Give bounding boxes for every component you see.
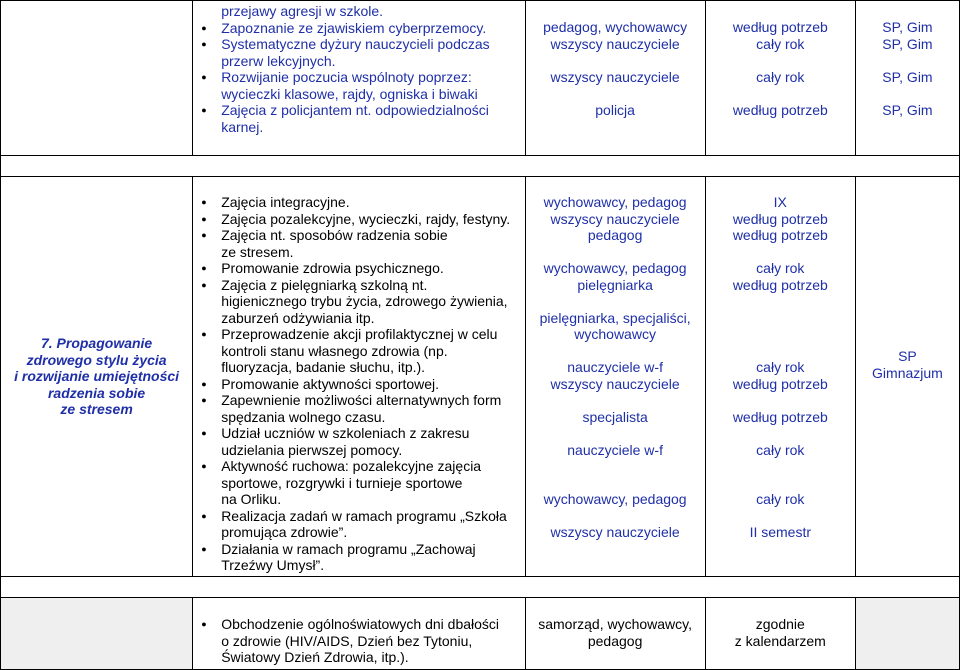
activity-text: Zapoznanie ze zjawiskiem cyberprzemocy. <box>221 19 487 36</box>
activity-list <box>193 598 524 666</box>
activity-item <box>199 310 520 327</box>
activity-text: Zapewnienie możliwości alternatywnych form <box>221 392 502 408</box>
line-spacer <box>706 244 855 261</box>
line-spacer <box>526 52 705 69</box>
line-spacer <box>856 85 959 102</box>
topic-line: i rozwijanie umiejętności <box>14 368 180 385</box>
activity-item <box>199 524 520 541</box>
timeframe-text: cały rok <box>756 359 805 375</box>
timeframe-list <box>706 177 855 541</box>
activity-text: Realizacja zadań w ramach programu „Szkoła <box>221 507 507 524</box>
timeframe-text: zgodnie <box>755 616 805 632</box>
responsible-text: nauczyciele w-f <box>567 441 663 458</box>
responsible-cell <box>525 598 705 670</box>
activity-item <box>199 649 520 666</box>
school-text: SP <box>898 348 917 364</box>
activity-item <box>199 425 520 442</box>
activity-text: Przeprowadzenie akcji profilaktycznej w celu <box>221 326 498 342</box>
activity-item <box>199 616 520 633</box>
activities-cell <box>193 1 525 156</box>
activity-list <box>193 177 524 574</box>
responsible-text: wychowawcy, pedagog <box>543 491 687 507</box>
line-spacer <box>526 244 705 261</box>
timeframe-text: cały rok <box>756 260 805 276</box>
topic-line: ze stresem <box>60 401 133 418</box>
activity-item <box>199 102 520 119</box>
activity-text: Systematyczne dyżury nauczycieli podczas <box>221 36 490 52</box>
line-spacer <box>526 392 705 409</box>
timeframe-cell <box>705 177 855 577</box>
timeframe-text: II semestr <box>749 524 812 540</box>
activity-text: Trzeźwy Umysł”. <box>221 557 325 573</box>
line-spacer <box>706 475 855 492</box>
activity-item <box>199 458 520 475</box>
timeframe-text: według potrzeb <box>732 210 828 227</box>
activity-text: Obchodzenie ogólnoświatowych dni dbałości <box>221 616 500 632</box>
activity-text: Światowy Dzień Zdrowia, itp.). <box>221 649 409 665</box>
responsible-text: pielęgniarka <box>577 276 653 293</box>
line-spacer <box>706 392 855 409</box>
responsible-text: wszyscy nauczyciele <box>550 35 680 52</box>
line-spacer <box>706 52 855 69</box>
line-spacer <box>706 343 855 360</box>
school-list <box>856 177 959 381</box>
activity-item <box>199 409 520 426</box>
activity-text: wycieczki klasowe, rajdy, ogniska i biwaki <box>221 85 478 102</box>
school-cell <box>855 177 959 577</box>
topic-line: 7. Propagowanie <box>40 335 153 352</box>
timeframe-text: według potrzeb <box>732 227 828 243</box>
activity-list <box>193 1 524 135</box>
timeframe-cell <box>705 1 855 156</box>
activity-item <box>199 633 520 650</box>
activity-text: higienicznego trybu życia, zdrowego żywienia, <box>221 293 508 309</box>
timeframe-list <box>706 598 855 649</box>
table-row <box>1 177 960 577</box>
responsible-list <box>526 177 705 541</box>
line-spacer <box>706 508 855 525</box>
responsible-text: pedagog, wychowawcy <box>543 19 688 35</box>
activity-item <box>199 86 520 103</box>
activity-item <box>199 277 520 294</box>
school-cell <box>855 1 959 156</box>
activity-item <box>199 343 520 360</box>
activity-item <box>199 20 520 37</box>
activity-text: na Orliku. <box>221 491 282 507</box>
activity-item <box>199 442 520 459</box>
line-spacer <box>706 85 855 102</box>
line-spacer <box>706 293 855 310</box>
timeframe-text: cały rok <box>756 491 805 507</box>
responsible-text: policja <box>595 101 635 118</box>
activity-text: Zajęcia z policjantem nt. odpowiedzialności <box>221 102 489 118</box>
responsible-list <box>526 1 705 118</box>
activity-item <box>199 491 520 508</box>
activity-text: Zajęcia nt. sposobów radzenia sobie <box>221 227 448 243</box>
activity-item <box>199 541 520 558</box>
responsible-text: wszyscy nauczyciele <box>550 210 680 227</box>
activity-item <box>199 326 520 343</box>
activity-item <box>199 359 520 376</box>
responsible-text: samorząd, wychowawcy, <box>538 616 693 632</box>
activity-text: spędzania wolnego czasu. <box>221 408 386 425</box>
school-list <box>856 1 959 118</box>
timeframe-text: cały rok <box>756 441 805 458</box>
activity-text: Aktywność ruchowa: pozalekcyjne zajęcia <box>221 458 482 474</box>
table-gap <box>1 156 960 177</box>
responsible-text: pedagog <box>587 632 643 649</box>
timeframe-text: IX <box>773 194 787 210</box>
activity-text: Zajęcia pozalekcyjne, wycieczki, rajdy, festyny. <box>221 210 511 227</box>
responsible-text: specjalista <box>582 408 648 425</box>
timeframe-list <box>706 1 855 118</box>
topic-line: zdrowego stylu życia <box>26 351 167 368</box>
activity-item <box>199 36 520 53</box>
line-spacer <box>526 85 705 102</box>
school-text: SP, Gim <box>882 68 933 85</box>
activity-text: Rozwijanie poczucia wspólnoty poprzez: <box>221 69 472 85</box>
line-spacer <box>526 508 705 525</box>
activity-text: Zajęcia integracyjne. <box>221 194 350 210</box>
activity-item <box>199 392 520 409</box>
line-spacer <box>706 425 855 442</box>
school-text: Gimnazjum <box>872 364 943 381</box>
timeframe-text: cały rok <box>756 68 805 85</box>
timeframe-text: według potrzeb <box>732 101 828 118</box>
table-gap <box>1 577 960 598</box>
activities-cell <box>193 598 525 670</box>
activity-item <box>199 211 520 228</box>
activity-text: przerw lekcyjnych. <box>221 52 336 69</box>
activity-text: karnej. <box>221 118 264 135</box>
line-spacer <box>526 425 705 442</box>
activity-item <box>199 227 520 244</box>
school-cell <box>855 598 959 670</box>
line-spacer <box>526 343 705 360</box>
timeframe-text: według potrzeb <box>732 276 828 293</box>
timeframe-cell <box>705 598 855 670</box>
responsible-text: nauczyciele w-f <box>567 359 663 375</box>
responsible-text: pedagog <box>587 227 643 243</box>
school-text: SP, Gim <box>882 35 933 52</box>
activity-text: Promowanie zdrowia psychicznego. <box>221 260 444 276</box>
activity-item <box>199 119 520 136</box>
activity-item <box>199 53 520 70</box>
activity-item <box>199 475 520 492</box>
activity-text: Promowanie aktywności sportowej. <box>221 375 440 392</box>
responsible-text: pielęgniarka, specjaliści, <box>539 309 691 326</box>
responsible-list <box>526 598 705 649</box>
timeframe-text: cały rok <box>756 35 805 52</box>
line-spacer <box>526 475 705 492</box>
activity-text: o zdrowie (HIV/AIDS, Dzień bez Tytoniu, <box>221 632 473 649</box>
table-row <box>1 1 960 156</box>
timeframe-text: według potrzeb <box>732 408 828 425</box>
line-spacer <box>706 458 855 475</box>
topic-title <box>1 335 192 418</box>
activities-cell <box>193 177 525 577</box>
responsible-cell <box>525 177 705 577</box>
topic-cell <box>1 177 193 577</box>
timeframe-text: według potrzeb <box>732 375 828 392</box>
responsible-text: wychowawcy, pedagog <box>543 194 687 210</box>
line-spacer <box>706 310 855 327</box>
line-spacer <box>706 326 855 343</box>
table-row <box>1 598 960 670</box>
activity-text: zaburzeń odżywiania itp. <box>221 309 375 326</box>
activity-item <box>199 194 520 211</box>
activity-text: udzielania pierwszej pomocy. <box>221 441 403 458</box>
topic-line: radzenia sobie <box>47 384 146 401</box>
activity-item <box>199 293 520 310</box>
activity-text: sportowe, rozgrywki i turnieje sportowe <box>221 474 463 491</box>
activity-item <box>199 69 520 86</box>
activity-text: Działania w ramach programu „Zachowaj <box>221 540 476 557</box>
activity-item <box>199 557 520 574</box>
activity-text: promująca zdrowie”. <box>221 524 348 540</box>
line-spacer <box>856 52 959 69</box>
school-text: SP, Gim <box>882 19 933 35</box>
responsible-text: wychowawcy <box>574 326 656 342</box>
line-spacer <box>526 458 705 475</box>
responsible-text: wszyscy nauczyciele <box>550 524 680 540</box>
activity-text: ze stresem. <box>221 243 294 260</box>
activity-item <box>199 508 520 525</box>
line-spacer <box>526 293 705 310</box>
responsible-text: wszyscy nauczyciele <box>550 68 680 85</box>
activity-item <box>199 260 520 277</box>
responsible-text: wychowawcy, pedagog <box>543 260 687 276</box>
activity-item <box>199 3 520 20</box>
topic-cell <box>1 598 193 670</box>
activity-text: fluoryzacja, badanie słuchu, itp.). <box>221 359 426 375</box>
school-text: SP, Gim <box>882 101 933 118</box>
timeframe-text: z kalendarzem <box>734 632 826 649</box>
activity-item <box>199 376 520 393</box>
topic-cell <box>1 1 193 156</box>
activity-text: Zajęcia z pielęgniarką szkolną nt. <box>221 276 428 293</box>
responsible-cell <box>525 1 705 156</box>
activity-text: Udział uczniów w szkoleniach z zakresu <box>221 425 470 441</box>
activity-text: przejawy agresji w szkole. <box>221 3 384 19</box>
responsible-text: wszyscy nauczyciele <box>550 375 680 392</box>
timeframe-text: według potrzeb <box>732 19 828 35</box>
activity-text: kontroli stanu własnego zdrowia (np. <box>221 342 448 359</box>
activity-item <box>199 244 520 261</box>
